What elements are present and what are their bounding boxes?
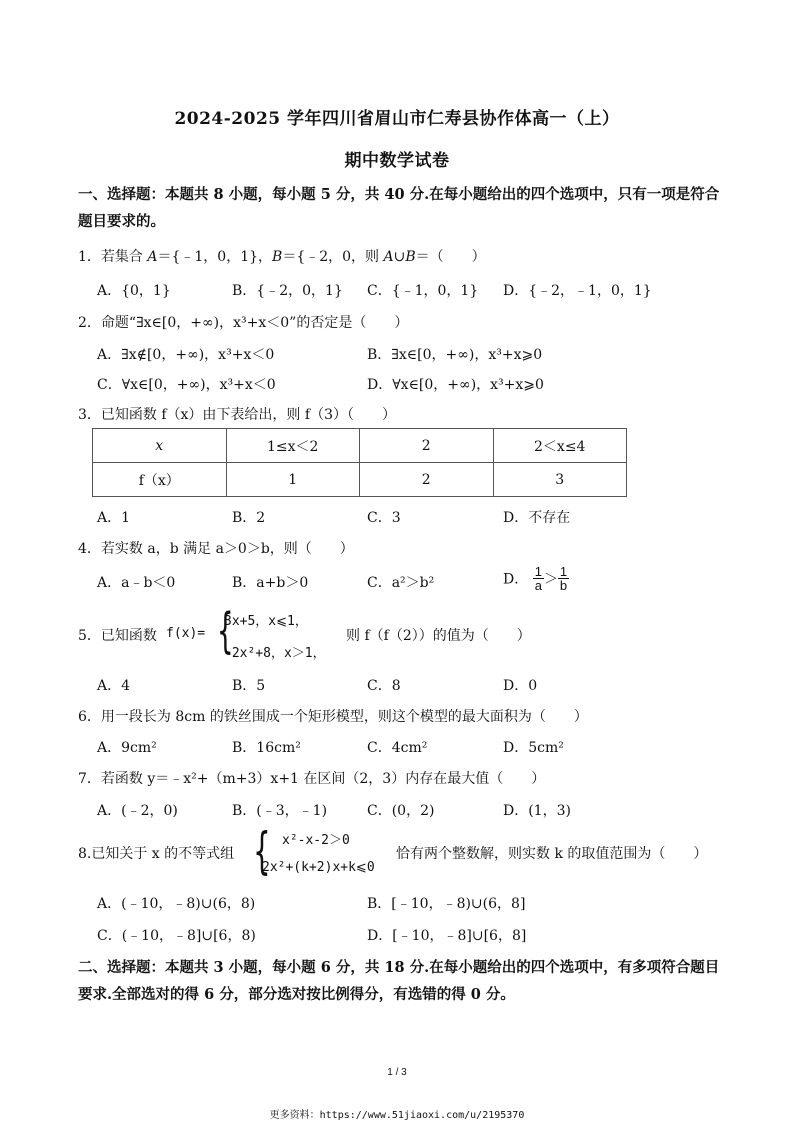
q8-stem-end: 恰有两个整数解，则实数 k 的取值范围为（ ） xyxy=(396,846,708,862)
page-number: 1 / 3 xyxy=(387,1067,407,1078)
exam-title: 2024-2025 学年四川省眉山市仁寿县协作体高一（上） xyxy=(174,109,620,129)
q3-option-d: D．不存在 xyxy=(503,510,571,526)
section-2-heading: 二、选择题：本题共 3 小题，每小题 6 分，共 18 分.在每小题给出的四个选项中，有多项符合题目要求.全部选对的得 6 分，部分选对按比例得分，有选错的得 0 分。 xyxy=(78,959,720,1003)
q6-option-a: A．9cm² xyxy=(97,740,157,756)
table-row xyxy=(93,463,627,497)
q8-option-c: C．(﹣10，﹣8]∪[6，8) xyxy=(97,928,256,944)
q5-option-c: C．8 xyxy=(367,678,401,694)
table-header-cell: 2 xyxy=(360,429,494,463)
q1-set-a: A xyxy=(147,249,158,265)
table-cell: 1 xyxy=(226,463,360,497)
left-brace-icon: { xyxy=(253,822,271,880)
fraction-1-over-b: $\frac{1}{b}$ xyxy=(559,564,568,593)
fraction-1-over-a: $\frac{1}{a}$ xyxy=(534,564,542,593)
section-1-heading: 一、选择题：本题共 8 小题，每小题 5 分，共 40 分.在每小题给出的四个选项中，只有一项是符合题目要求的。 xyxy=(78,186,720,230)
q1-option-c: C．{﹣1，0，1} xyxy=(367,283,479,299)
q1-union: A∪B xyxy=(383,249,416,265)
table-header-cell: 1≤x＜2 xyxy=(226,429,360,463)
q7-option-d: D．(1，3) xyxy=(503,803,571,819)
q2-option-b: B．∃x∈[0，+∞)，x³+x⩾0 xyxy=(367,347,543,363)
q4-option-d-label: D． xyxy=(503,571,529,588)
q4-option-c: C．a²＞b² xyxy=(367,575,435,591)
q6-option-d: D．5cm² xyxy=(503,740,564,756)
q5-case-2: -2x²+8，x＞1， xyxy=(224,646,326,661)
q2-option-c: C．∀x∈[0，+∞)，x³+x＜0 xyxy=(97,377,276,393)
q5-option-b: B．5 xyxy=(232,678,266,694)
q1-option-d: D．{﹣2，﹣1，0，1} xyxy=(503,283,652,299)
q1-stem-pre: 1．若集合 xyxy=(78,249,148,265)
q1-stem-end: ＝（ ） xyxy=(415,249,486,265)
q5-option-a: A．4 xyxy=(97,678,131,694)
q3-option-a: A．1 xyxy=(97,510,131,526)
table-cell: 3 xyxy=(493,463,627,497)
question-3-stem: 3．已知函数 f（x）由下表给出，则 f（3）（ ） xyxy=(78,407,396,423)
q1-option-a: A．{0，1} xyxy=(97,283,171,299)
question-6-stem: 6．用一段长为 8cm 的铁丝围成一个矩形模型，则这个模型的最大面积为（ ） xyxy=(78,709,588,725)
q1-set-b: B xyxy=(272,249,283,265)
q1-option-b: B．{﹣2，0，1} xyxy=(232,283,343,299)
q8-inequality-1: x²-x-2＞0 xyxy=(282,833,350,848)
q2-option-d: D．∀x∈[0，+∞)，x³+x⩾0 xyxy=(367,377,544,393)
table-cell: f（x） xyxy=(93,463,227,497)
q3-option-c: C．3 xyxy=(367,510,401,526)
q1-stem-mid1: ＝{﹣1，0，1}， xyxy=(157,249,273,265)
q5-case-1: 3x+5，x⩽1， xyxy=(224,614,308,629)
q7-option-c: C．(0，2) xyxy=(367,803,435,819)
q4-gt-sign: ＞ xyxy=(543,571,558,588)
question-4-stem: 4．若实数 a，b 满足 a＞0＞b，则（ ） xyxy=(78,541,354,557)
function-table xyxy=(92,428,627,497)
q4-option-b: B．a+b＞0 xyxy=(232,575,309,591)
q1-stem-mid2: ＝{﹣2，0，则 xyxy=(282,249,384,265)
q8-option-a: A．(﹣10，﹣8)∪(6，8) xyxy=(97,896,256,912)
table-cell: 2 xyxy=(360,463,494,497)
footer-source-link[interactable]: 更多资料：https://www.51jiaoxi.com/u/2195370 xyxy=(269,1110,525,1121)
q4-option-a: A．a﹣b＜0 xyxy=(97,575,176,591)
q7-option-b: B．(﹣3，﹣1) xyxy=(232,803,328,819)
q7-option-a: A．(﹣2，0) xyxy=(97,803,178,819)
q5-option-d: D．0 xyxy=(503,678,538,694)
exam-subtitle: 期中数学试卷 xyxy=(344,151,450,171)
q6-option-b: B．16cm² xyxy=(232,740,301,756)
left-brace-icon: { xyxy=(216,603,234,659)
question-2-stem: 2．命题“∃x∈[0，+∞)，x³+x＜0”的否定是（ ） xyxy=(78,315,409,331)
table-row xyxy=(93,429,627,463)
q5-function-name: f(x)= xyxy=(166,626,206,641)
q5-stem-pre: 5．已知函数 xyxy=(78,628,157,644)
question-1-stem xyxy=(78,246,486,266)
q3-option-b: B．2 xyxy=(232,510,266,526)
question-7-stem: 7．若函数 y＝﹣x²+（m+3）x+1 在区间（2，3）内存在最大值（ ） xyxy=(78,771,546,787)
q8-option-d: D．[﹣10，﹣8]∪[6，8] xyxy=(367,928,527,944)
q2-option-a: A．∃x∉[0，+∞)，x³+x＜0 xyxy=(97,347,275,363)
q4-option-d xyxy=(503,565,569,592)
q8-stem-pre: 8.已知关于 x 的不等式组 xyxy=(78,846,235,862)
table-header-cell: 2＜x≤4 xyxy=(493,429,627,463)
q5-stem-end: 则 f（f（2））的值为（ ） xyxy=(346,628,531,644)
q6-option-c: C．4cm² xyxy=(367,740,428,756)
table-header-cell: x xyxy=(93,429,227,463)
q8-option-b: B．[﹣10，﹣8)∪(6，8] xyxy=(367,896,526,912)
q8-inequality-2: 2x²+(k+2)x+k⩽0 xyxy=(262,860,375,875)
